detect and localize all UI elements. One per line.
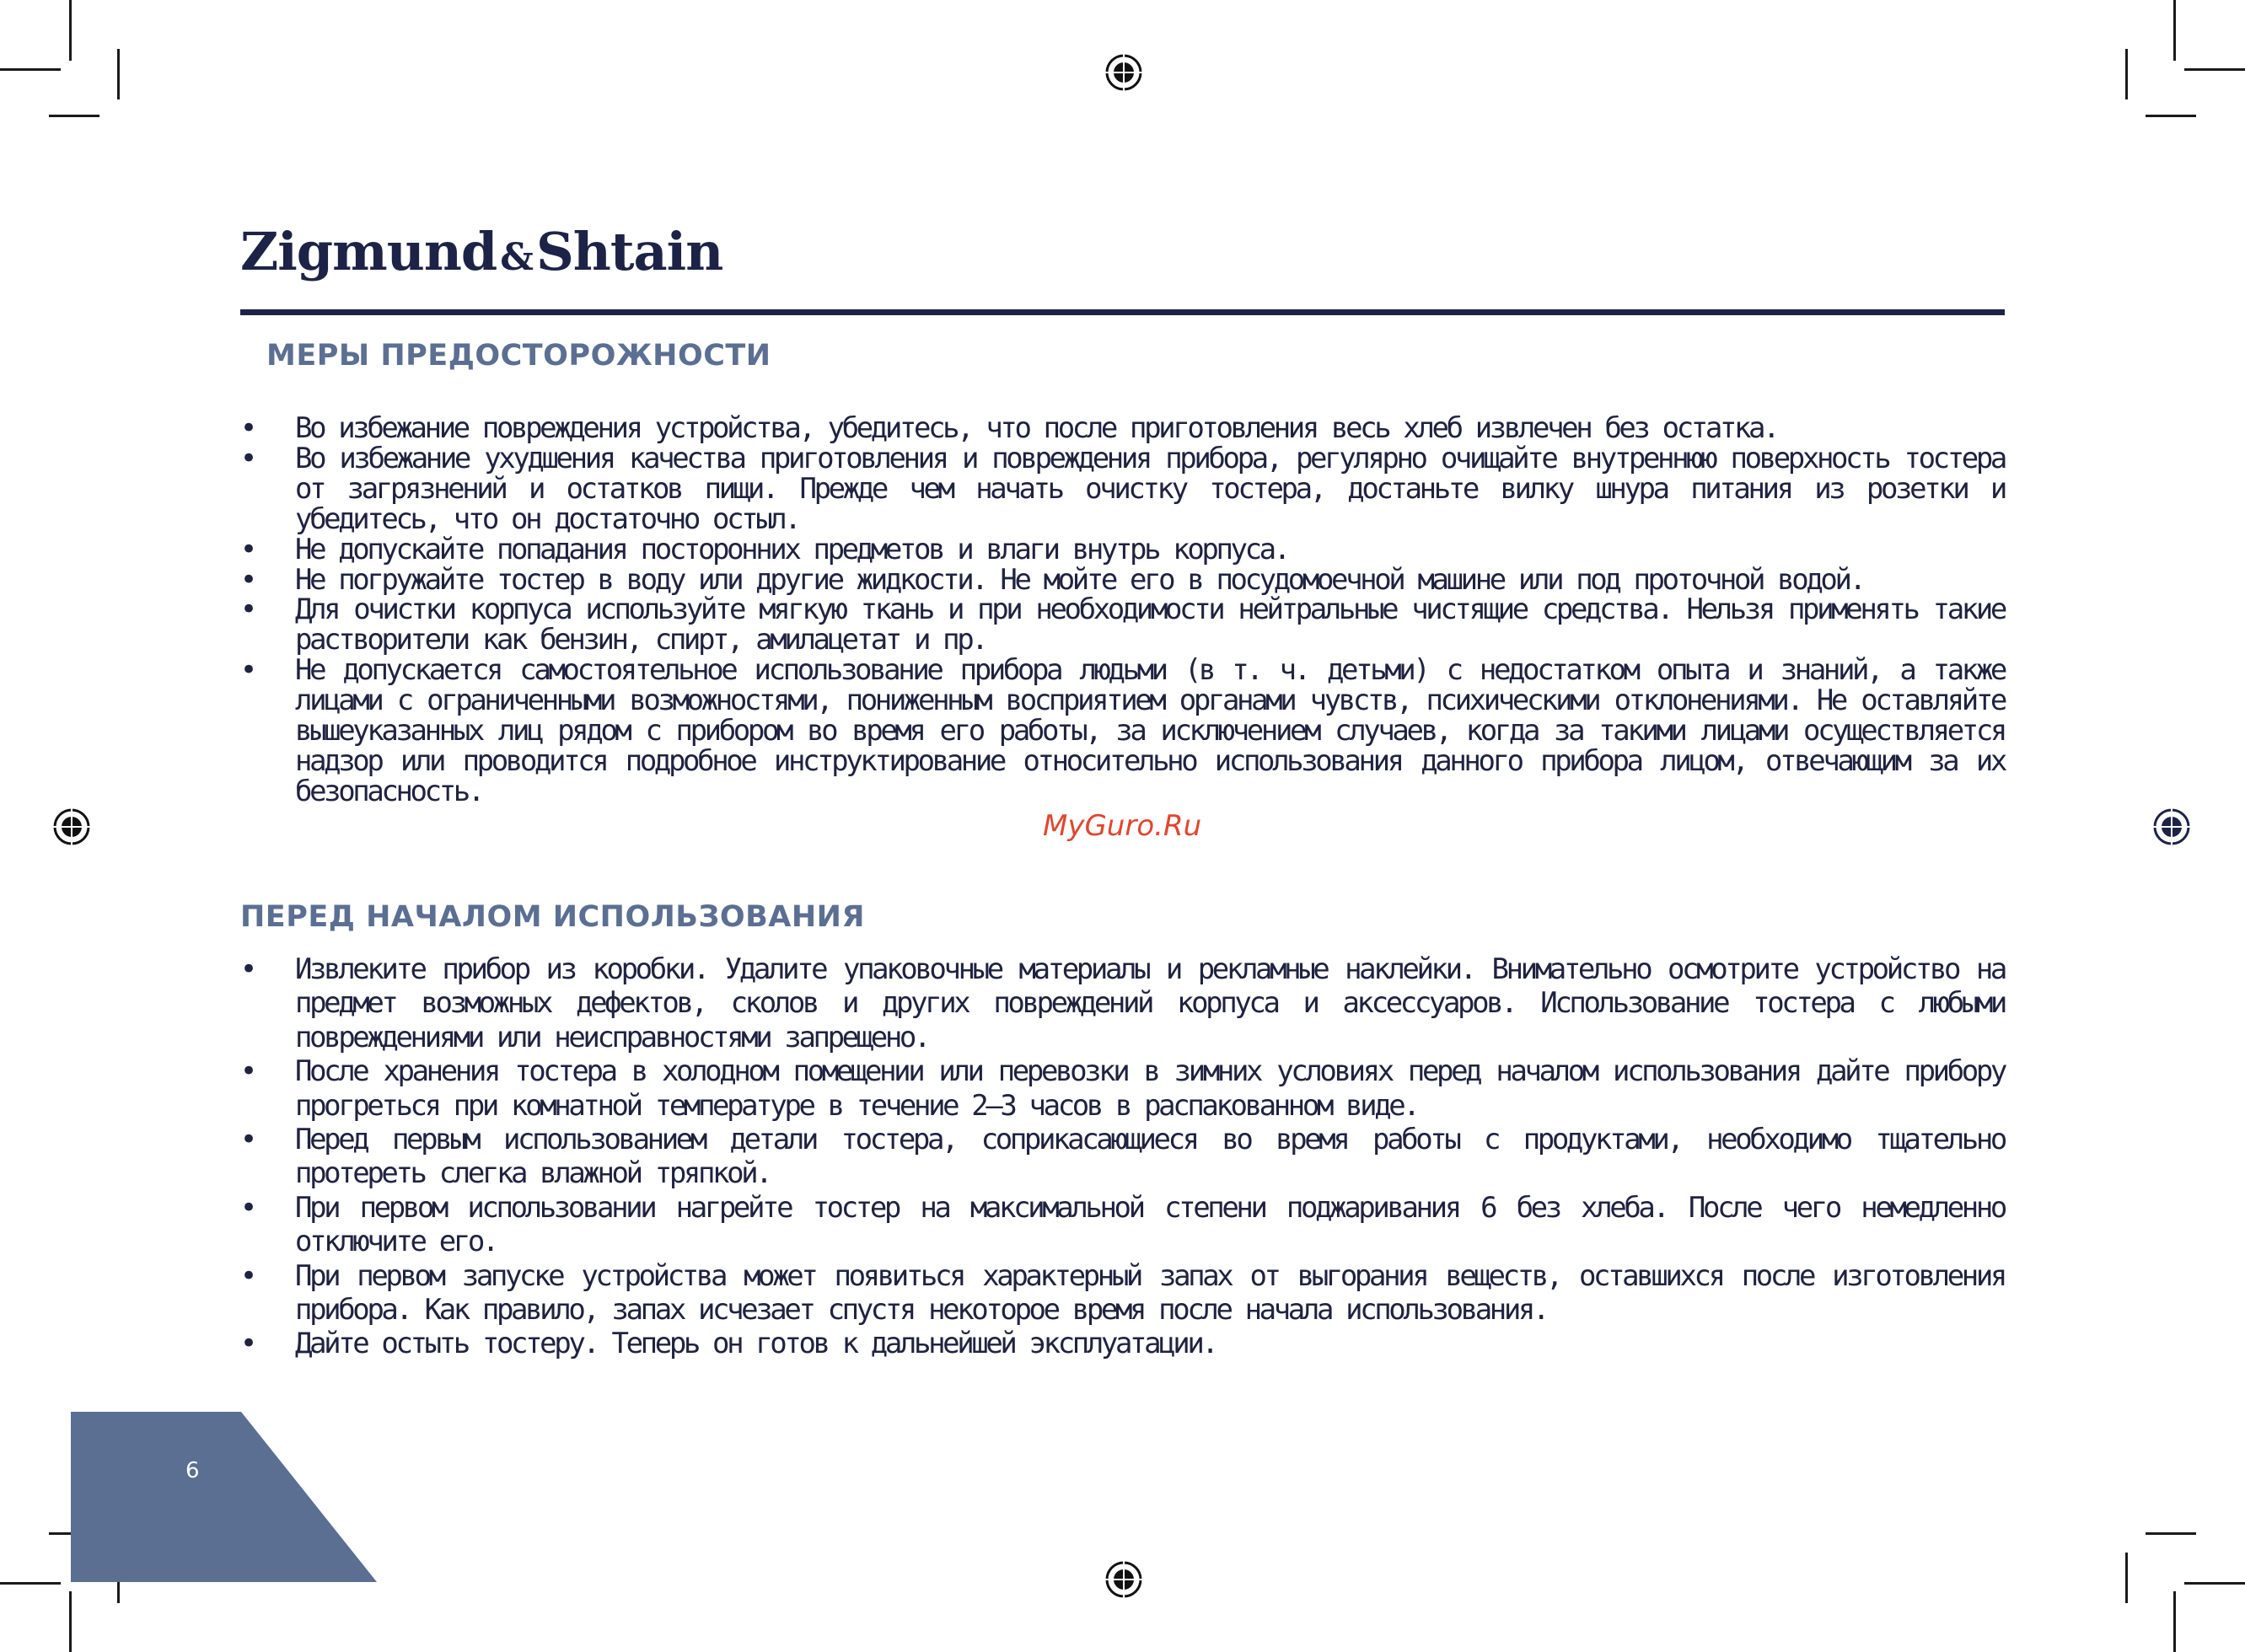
brand-name-left: Zigmund	[240, 221, 497, 282]
brand-ampersand: &	[500, 236, 534, 279]
list-item: • Извлеките прибор из коробки. Удалите упаковочные материалы и рекламные наклейки. Внимательно осмотрите устройство на предмет возможных дефектов, сколов и других повреждений корпуса и аксессуаров. Использование тостера с любыми повреждениями или неисправностями запрещено.	[240, 952, 2005, 1054]
section-title-precautions: МЕРЫ ПРЕДОСТОРОЖНОСТИ	[266, 339, 771, 373]
brand-logo	[240, 221, 723, 282]
list-item: • Дайте остыть тостеру. Теперь он готов к дальнейшей эксплуатации.	[240, 1327, 2005, 1360]
brand-name-right: Shtain	[536, 221, 723, 282]
list-item: • Во избежание повреждения устройства, убедитесь, что после приготовления весь хлеб извлечен без остатка.	[240, 414, 2005, 444]
header-rule	[240, 309, 2005, 315]
registration-mark-top	[1104, 53, 1143, 92]
registration-mark-right	[2152, 807, 2191, 846]
page-number: 6	[185, 1458, 200, 1483]
list-item: • Во избежание ухудшения качества приготовления и повреждения прибора, регулярно очищайте внутреннюю поверхность тостера от загрязнений и остатков пищи. Прежде чем начать очистку тостера, достаньте вилку шнура питания из розетки и убедитесь, что он достаточно остыл.	[240, 444, 2005, 535]
list-item: • Не погружайте тостер в воду или другие жидкости. Не мойте его в посудомоечной машине или под проточной водой.	[240, 566, 2005, 596]
list-item: • Для очистки корпуса используйте мягкую ткань и при необходимости нейтральные чистящие средства. Нельзя применять такие растворители как бензин, спирт, амилацетат и пр.	[240, 595, 2005, 656]
section-title-before-use: ПЕРЕД НАЧАЛОМ ИСПОЛЬЗОВАНИЯ	[240, 900, 865, 934]
watermark: MyGuro.Ru	[1043, 809, 1202, 843]
list-item: • При первом использовании нагрейте тостер на максимальной степени поджаривания 6 без хлеба. После чего немедленно отключите его.	[240, 1191, 2005, 1259]
before-use-list	[240, 952, 2005, 1361]
list-item: • Перед первым использованием детали тостера, соприкасающиеся во время работы с продуктами, необходимо тщательно протереть слегка влажной тряпкой.	[240, 1123, 2005, 1191]
registration-mark-bottom	[1104, 1560, 1143, 1599]
page-corner-tab	[71, 1412, 377, 1582]
list-item: • После хранения тостера в холодном помещении или перевозки в зимних условиях перед началом использования дайте прибору прогреться при комнатной температуре в течение 2–3 часов в распакованном виде.	[240, 1054, 2005, 1123]
precautions-list	[240, 411, 2005, 808]
list-item: • Не допускается самостоятельное использование прибора людьми (в т. ч. детьми) с недостатком опыта и знаний, а также лицами с ограниченными возможностями, пониженным восприятием органами чувств, психическими отклонениями. Не оставляйте вышеуказанных лиц рядом с прибором во время его работы, за исключением случаев, когда за такими лицами осуществляется надзор или проводится подробное инструктирование относительно использования данного прибора лицом, отвечающим за их безопасность.	[240, 656, 2005, 807]
registration-mark-left	[52, 807, 91, 846]
list-item: • При первом запуске устройства может появиться характерный запах от выгорания веществ, оставшихся после изготовления прибора. Как правило, запах исчезает спустя некоторое время после начала использования.	[240, 1259, 2005, 1328]
list-item: • Не допускайте попадания посторонних предметов и влаги внутрь корпуса.	[240, 535, 2005, 566]
